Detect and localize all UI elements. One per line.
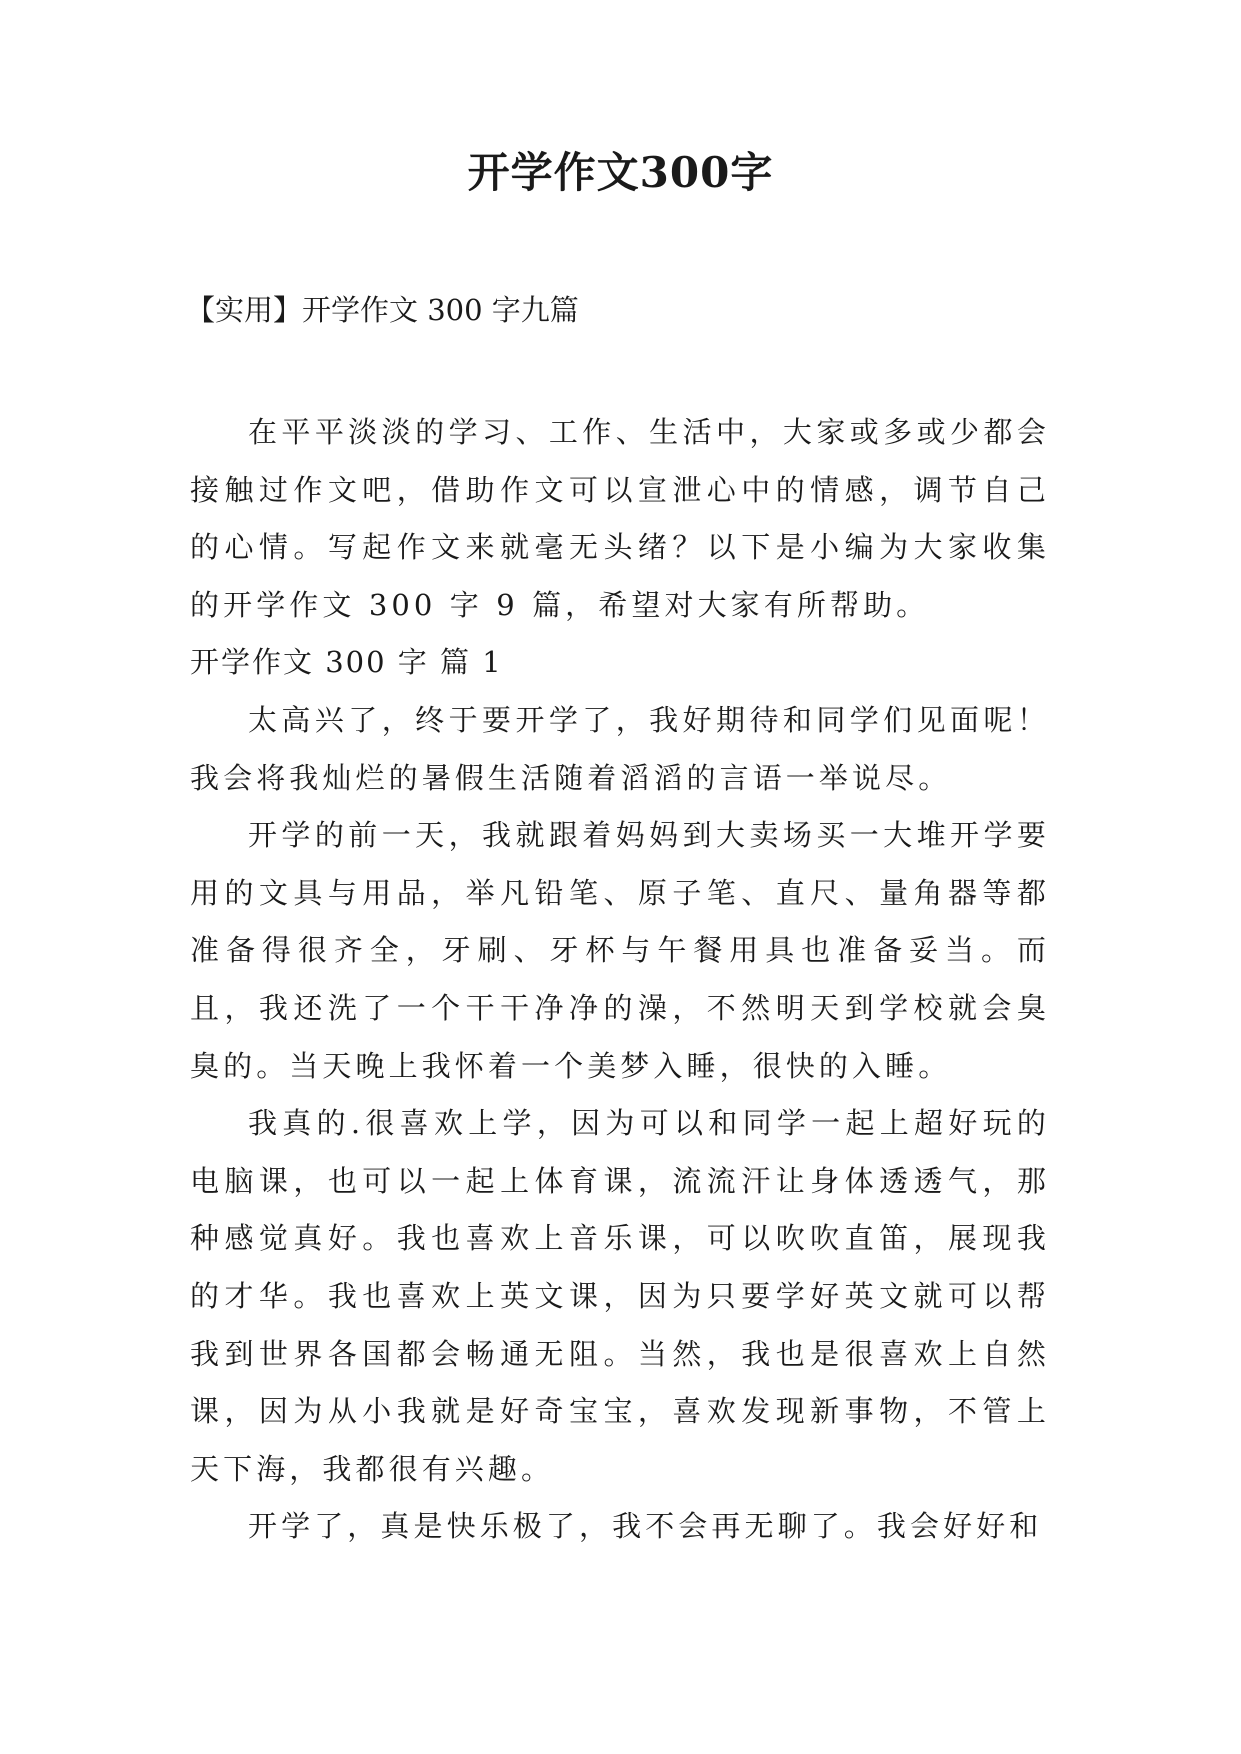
body-paragraph: 开学的前一天，我就跟着妈妈到大卖场买一大堆开学要用的文具与用品，举凡铅笔、原子笔、直尺、量角器等都准备得很齐全，牙刷、牙杯与午餐用具也准备妥当。而且，我还洗了一个干干净净的澡，不然明天到学校就会臭臭的。当天晚上我怀着一个美梦入睡，很快的入睡。 bbox=[190, 818, 1050, 1083]
document-subtitle: 【实用】开学作文 300 字九篇 bbox=[186, 293, 579, 327]
body-paragraph: 开学了，真是快乐极了，我不会再无聊了。我会好好和 bbox=[248, 1509, 1043, 1544]
body-paragraph: 我真的.很喜欢上学，因为可以和同学一起上超好玩的电脑课，也可以一起上体育课，流流汗让身体透透气，那种感觉真好。我也喜欢上音乐课，可以吹吹直笛，展现我的才华。我也喜欢上英文课，因为只要学好英文就可以帮我到世界各国都会畅通无阻。当然，我也是很喜欢上自然课，因为从小我就是好奇宝宝，喜欢发现新事物，不管上天下海，我都很有兴趣。 bbox=[190, 1106, 1050, 1486]
document-title: 开学作文300字 bbox=[467, 148, 774, 197]
section-heading: 开学作文 300 字 篇 1 bbox=[190, 645, 503, 680]
body-paragraph: 太高兴了，终于要开学了，我好期待和同学们见面呢！我会将我灿烂的暑假生活随着滔滔的言语一举说尽。 bbox=[190, 702, 1050, 795]
document-body bbox=[190, 404, 1050, 1556]
intro-paragraph: 在平平淡淡的学习、工作、生活中，大家或多或少都会接触过作文吧，借助作文可以宣泄心中的情感，调节自己的心情。写起作文来就毫无头绪？以下是小编为大家收集的开学作文 300 字 9 篇，希望对大家有所帮助。 bbox=[190, 415, 1050, 622]
